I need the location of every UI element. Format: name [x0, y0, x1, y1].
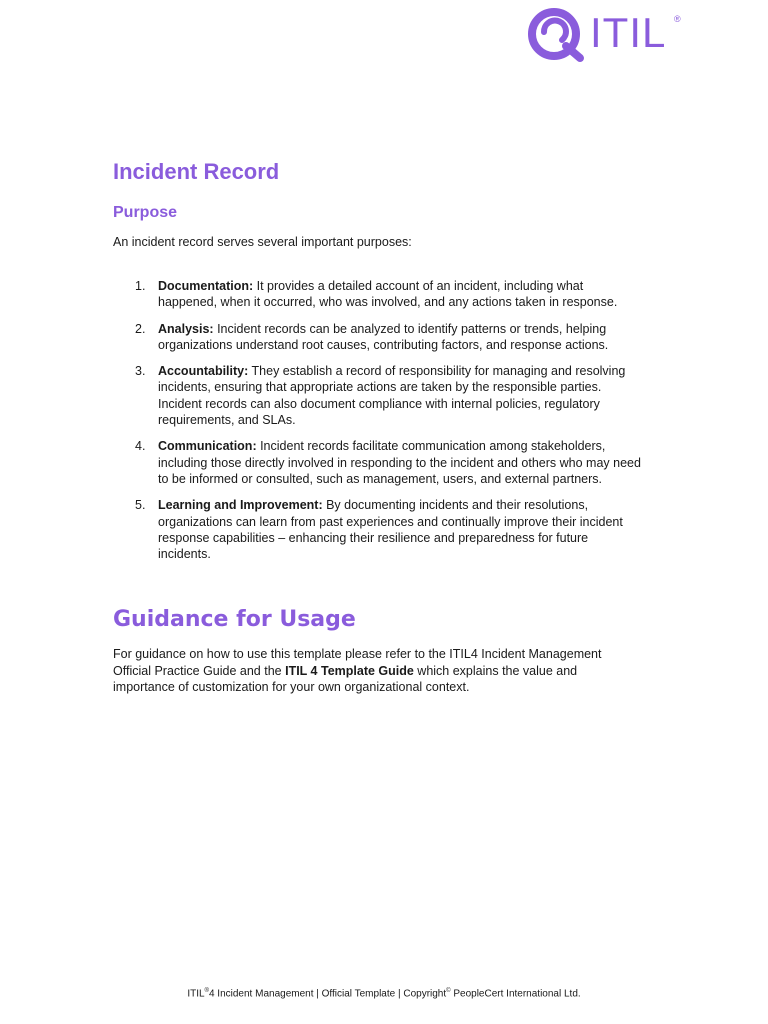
- template-guide-reference: ITIL 4 Template Guide: [285, 663, 414, 678]
- page-footer: [0, 988, 768, 999]
- purpose-list: [113, 278, 643, 562]
- purpose-number: 2.: [135, 321, 146, 336]
- guidance-text-after: which explains the value and importance of customization for your own organizational context.: [113, 663, 578, 695]
- purpose-number: 1.: [135, 279, 146, 293]
- logo-text: ITIL: [590, 9, 667, 56]
- purpose-text: It provides a detailed account of an incident, including what happened, when it occurred, who was involved, and any actions taken in response.: [158, 279, 618, 310]
- footer-company: PeopleCert International Ltd.: [450, 988, 581, 1000]
- document-body: [113, 156, 643, 695]
- guidance-heading: Guidance for Usage: [113, 607, 356, 633]
- purpose-term: Documentation:: [158, 279, 254, 293]
- itil-logo-icon: [526, 6, 588, 62]
- purpose-text: They establish a record of responsibility for managing and resolving incidents, ensuring that appropriate actions are taken by the responsible parties. Incident records can also document compliance with internal policies, regulatory requirements, and SLAs.: [158, 364, 626, 428]
- purpose-text: By documenting incidents and their resolutions, organizations can learn from past experiences and continually improve their incident response capabilities – enhancing their resilience and preparedness for future incidents.: [158, 498, 623, 562]
- purpose-term: Communication:: [158, 439, 257, 454]
- purpose-term: Accountability:: [158, 364, 249, 379]
- purpose-term: Analysis:: [158, 321, 214, 336]
- guidance-text-before: For guidance on how to use this template please refer to the ITIL4 Incident Management Official Practice Guide and the: [113, 647, 602, 678]
- purpose-number: 5.: [135, 498, 146, 513]
- footer-copyright-mark: ©: [446, 988, 451, 994]
- purpose-heading: Purpose: [113, 204, 178, 221]
- purpose-item: [113, 321, 643, 354]
- purpose-term: Learning and Improvement:: [158, 498, 323, 513]
- purpose-number: 4.: [135, 439, 146, 454]
- purpose-item: [113, 278, 643, 311]
- footer-registered-mark: ®: [204, 988, 209, 994]
- itil-logo: [526, 6, 686, 62]
- page-title: Incident Record: [113, 159, 280, 184]
- purpose-text: Incident records facilitate communication among stakeholders, including those directly involved in responding to the incident and others who may need to be informed or consulted, such as management, users, and external partners.: [158, 439, 641, 486]
- footer-text: 4 Incident Management | Official Template | Copyright: [208, 988, 447, 1000]
- purpose-item: [113, 497, 643, 562]
- purpose-intro: An incident record serves several important purposes:: [113, 235, 412, 249]
- purpose-item: [113, 438, 643, 487]
- purpose-item: [113, 363, 643, 428]
- logo-registered-mark: ®: [674, 14, 681, 24]
- purpose-text: Incident records can be analyzed to identify patterns or trends, helping organizations understand root causes, contributing factors, and response actions.: [158, 321, 609, 352]
- purpose-number: 3.: [135, 364, 146, 379]
- footer-itil: ITIL: [187, 988, 205, 1000]
- guidance-paragraph: [113, 646, 613, 695]
